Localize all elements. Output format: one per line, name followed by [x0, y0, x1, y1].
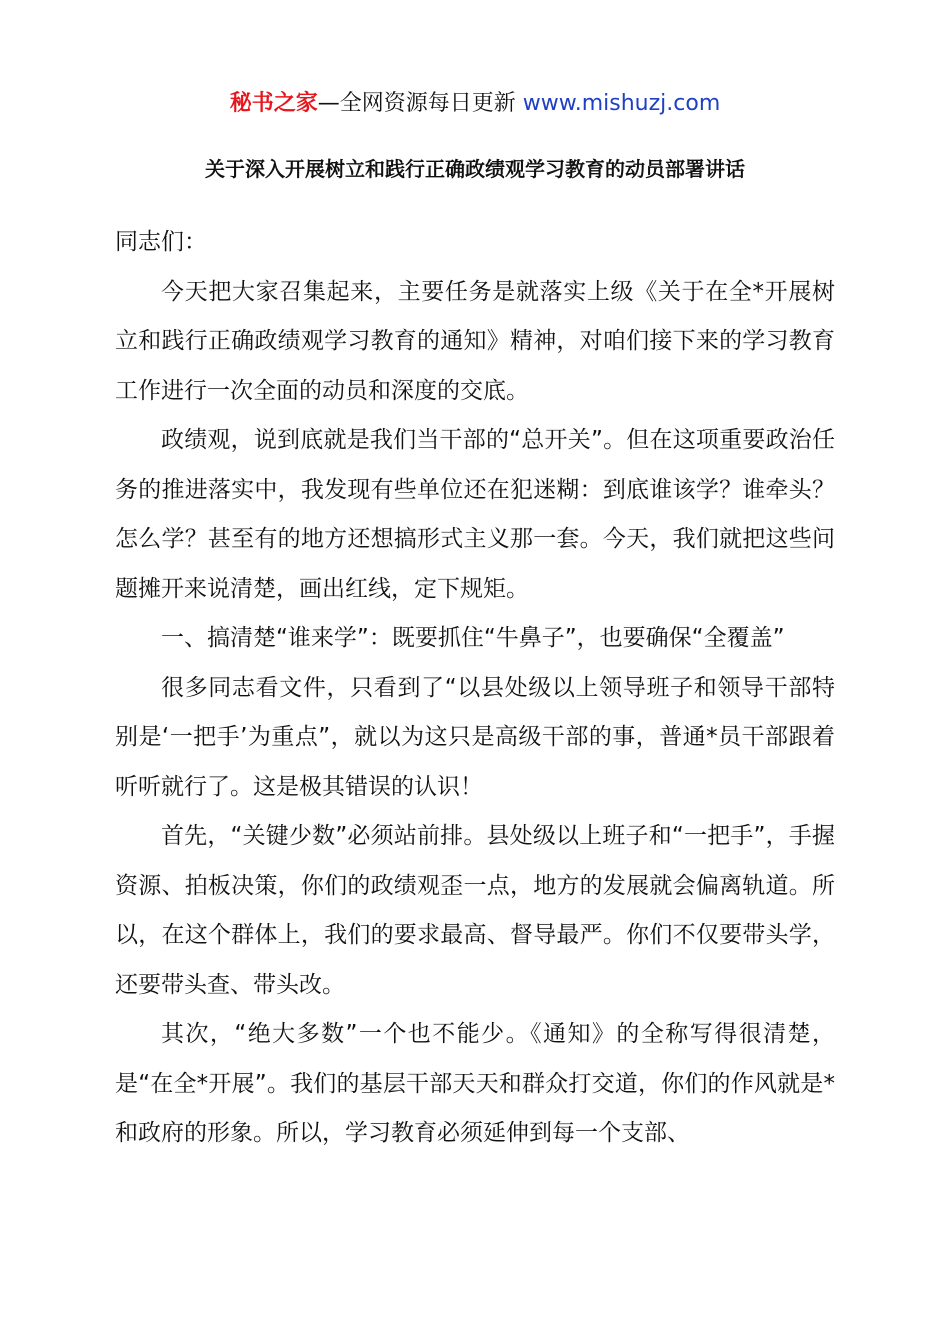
paragraph-3: 很多同志看文件，只看到了“以县处级以上领导班子和领导干部特别是‘一把手’为重点”，就以为这只是高级干部的事，普通*员干部跟着听听就行了。这是极其错误的认识！: [115, 674, 835, 800]
site-header: [0, 88, 950, 120]
site-url-link[interactable]: www.mishuzj.com: [522, 91, 721, 116]
paragraph-4: 首先，“关键少数”必须站前排。县处级以上班子和“一把手”，手握资源、拍板决策，你们的政绩观歪一点，地方的发展就会偏离轨道。所以，在这个群体上，我们的要求最高、督导最严。你们不仅要带头学，还要带头查、带头改。: [115, 823, 835, 998]
paragraph-2: 政绩观，说到底就是我们当干部的“总开关”。但在这项重要政治任务的推进落实中，我发现有些单位还在犯迷糊：到底谁该学？谁牵头？怎么学？甚至有的地方还想搞形式主义那一套。今天，我们就把这些问题摊开来说清楚，画出红线，定下规矩。: [115, 427, 835, 602]
salutation: 同志们：: [115, 229, 207, 255]
section-heading-1: 一、搞清楚“谁来学”：既要抓住“牛鼻子”，也要确保“全覆盖”: [161, 625, 785, 651]
document-body: [115, 218, 835, 1159]
document-title: 关于深入开展树立和践行正确政绩观学习教育的动员部署讲话: [205, 157, 745, 181]
site-brand: 秘书之家: [229, 91, 318, 116]
site-tagline: —全网资源每日更新: [317, 91, 523, 116]
paragraph-1: 今天把大家召集起来，主要任务是就落实上级《关于在全*开展树立和践行正确政绩观学习教育的通知》精神，对咱们接下来的学习教育工作进行一次全面的动员和深度的交底。: [115, 278, 835, 404]
paragraph-5: 其次，“绝大多数”一个也不能少。《通知》的全称写得很清楚，是“在全*开展”。我们的基层干部天天和群众打交道，你们的作风就是*和政府的形象。所以，学习教育必须延伸到每一个支部、: [115, 1021, 835, 1146]
